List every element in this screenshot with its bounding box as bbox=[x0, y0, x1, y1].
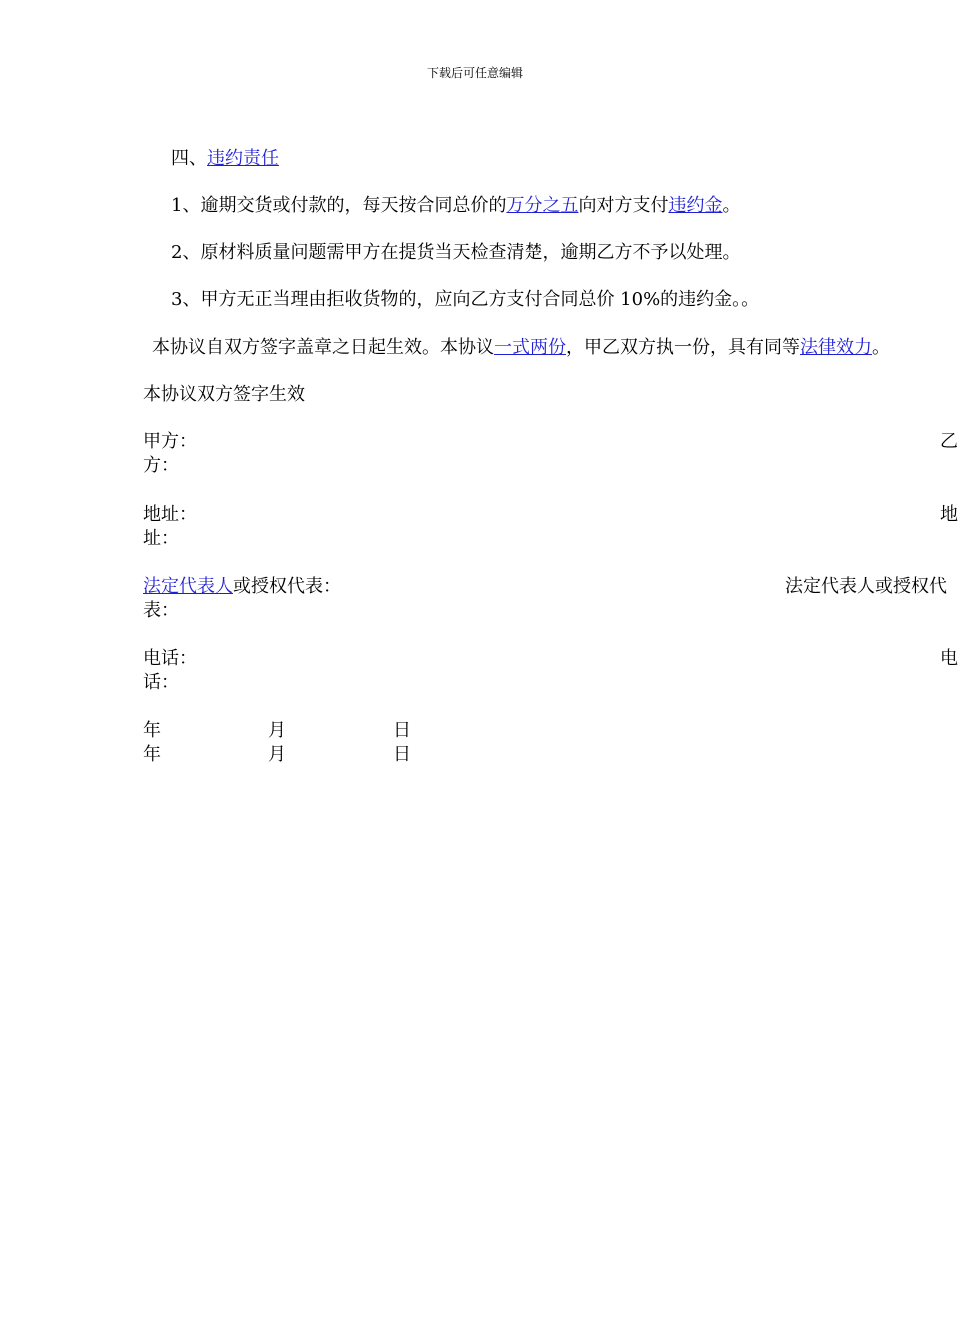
section-number: 四、 bbox=[171, 148, 207, 169]
clause-3: 3、甲方无正当理由拒收货物的，应向乙方支付合同总价 10%的违约金。。 bbox=[171, 289, 760, 310]
clause-1 bbox=[171, 194, 740, 218]
date-b-month: 月 bbox=[268, 744, 286, 765]
legal-representative-link[interactable]: 法定代表人 bbox=[143, 576, 233, 597]
address-b-label-start: 地 bbox=[940, 504, 958, 525]
effective-text-b: ，甲乙双方执一份，具有同等 bbox=[566, 337, 800, 358]
five-per-ten-thousand-link[interactable]: 万分之五 bbox=[506, 195, 579, 216]
effective-text-a: 本协议自双方签字盖章之日起生效。本协议 bbox=[152, 337, 494, 358]
phone-a-label: 电话： bbox=[143, 648, 197, 669]
rep-b-label-end: 表： bbox=[143, 600, 179, 621]
rep-a-label bbox=[143, 575, 341, 599]
date-b-year: 年 bbox=[143, 744, 161, 765]
party-a-label: 甲方： bbox=[143, 431, 197, 452]
effective-clause bbox=[152, 336, 890, 360]
sign-note: 本协议双方签字生效 bbox=[143, 384, 305, 405]
phone-b-label-start: 电 bbox=[940, 648, 958, 669]
page-header: 下载后可任意编辑 bbox=[426, 66, 523, 80]
party-b-label-start: 乙 bbox=[940, 431, 958, 452]
legal-effect-link[interactable]: 法律效力 bbox=[800, 337, 872, 358]
date-b-day: 日 bbox=[393, 744, 411, 765]
date-a-year: 年 bbox=[143, 720, 161, 741]
party-b-label-end: 方： bbox=[143, 455, 179, 476]
section-heading bbox=[171, 147, 279, 171]
phone-b-label-end: 话： bbox=[143, 672, 179, 693]
liquidated-damages-link[interactable]: 违约金 bbox=[668, 195, 723, 216]
date-a-day: 日 bbox=[393, 720, 411, 741]
rep-a-label-rest: 或授权代表： bbox=[233, 576, 341, 597]
address-a-label: 地址： bbox=[143, 504, 197, 525]
clause-1-text-c: 。 bbox=[722, 195, 741, 216]
clause-1-text-b: 向对方支付 bbox=[578, 195, 669, 216]
clause-1-text-a: 1、逾期交货或付款的，每天按合同总价的 bbox=[171, 195, 507, 216]
address-b-label-end: 址： bbox=[143, 528, 179, 549]
date-a-month: 月 bbox=[268, 720, 286, 741]
breach-liability-link[interactable]: 违约责任 bbox=[207, 148, 279, 169]
effective-text-c: 。 bbox=[872, 337, 890, 358]
two-copies-link[interactable]: 一式两份 bbox=[494, 337, 566, 358]
rep-b-label-start: 法定代表人或授权代 bbox=[785, 576, 947, 597]
clause-2: 2、原材料质量问题需甲方在提货当天检查清楚，逾期乙方不予以处理。 bbox=[171, 242, 741, 263]
